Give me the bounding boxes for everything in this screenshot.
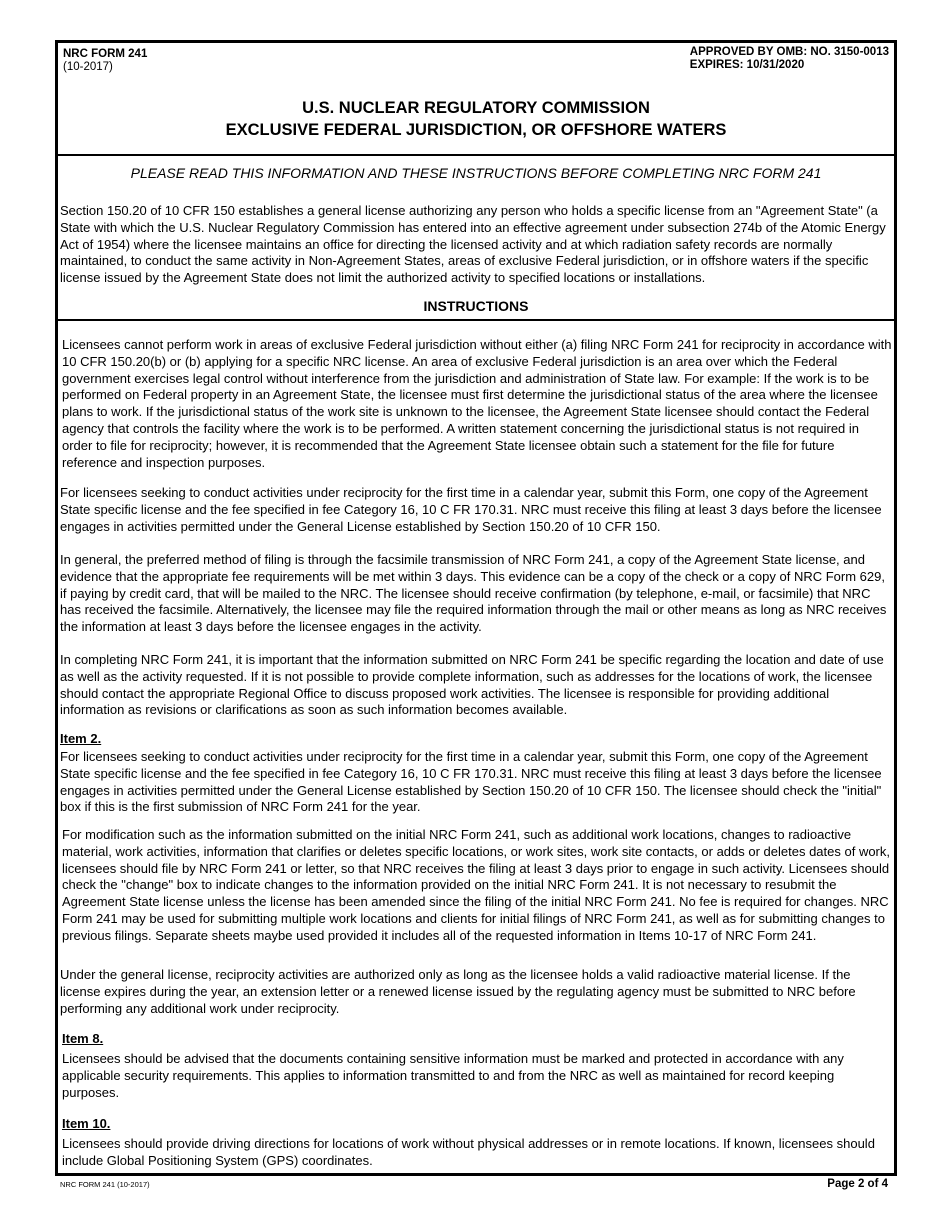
- form-frame: [55, 40, 897, 1176]
- item-10-label: Item 10.: [62, 1116, 111, 1131]
- instruction-paragraph-item-8: Licensees should be advised that the documents containing sensitive information must be marked and protected in accordance with any applicable security requirements. This applies to information transmitted to and from the NRC as well as maintained for record keeping purposes.: [62, 1051, 844, 1100]
- instruction-paragraph-item-10: Licensees should provide driving directions for locations of work without physical addresses or in remote locations. If known, licensees should include Global Positioning System (GPS) coordinates.: [62, 1136, 875, 1168]
- form-revision: (10-2017): [63, 61, 113, 73]
- intro-paragraph: Section 150.20 of 10 CFR 150 establishes a general license authorizing any person who holds a specific license from an "Agreement State" (a State with which the U.S. Nuclear Regulatory Commission has entered into an effective agreement under subsection 274b of the Atomic Energy Act of 1954) where the licensee maintains an office for directing the licensed activity and at which radiation safety records are normally maintained, to conduct the same activity in Non-Agreement States, areas of exclusive Federal jurisdiction, or in offshore waters if the specific license issued by the Agreement State does not limit the authorized activity to specified locations or installations.: [60, 203, 886, 286]
- instructions-heading: INSTRUCTIONS: [423, 298, 529, 314]
- form-header: [58, 43, 894, 156]
- page-number: Page 2 of 4: [827, 1178, 888, 1190]
- item-8-label: Item 8.: [62, 1031, 104, 1046]
- omb-block: [690, 46, 889, 72]
- agency-name: U.S. NUCLEAR REGULATORY COMMISSION: [302, 99, 650, 117]
- instructions-section: [58, 321, 894, 1173]
- expiration-date: EXPIRES: 10/31/2020: [689, 59, 805, 71]
- footer-form-ref: NRC FORM 241 (10-2017): [60, 1180, 150, 1189]
- omb-approval: APPROVED BY OMB: NO. 3150-0013: [689, 46, 889, 58]
- instruction-paragraph-general-license: Under the general license, reciprocity activities are authorized only as long as the licensee holds a valid radioactive material license. If the license expires during the year, an extension letter or a renewed license issued by the regulating agency must be submitted to NRC before performing any additional work under reciprocity.: [60, 967, 856, 1016]
- instruction-paragraph-filing-method: In general, the preferred method of filing is through the facsimile transmission of NRC Form 241, a copy of the Agreement State license, and evidence that the appropriate fee requirements will be met within 3 days. This evidence can be a copy of the check or a copy of NRC Form 629, if paying by credit card, that will be mailed to the NRC. The licensee should receive confirmation (by telephone, e-mail, or facsimile) that NRC has received the facsimile. Alternatively, the licensee may file the required information through the mail or other means as long as NRC receives the information at least 3 days before the licensee engages in the activity.: [60, 552, 887, 635]
- instruction-paragraph-item-2: For licensees seeking to conduct activities under reciprocity for the first time in a calendar year, submit this Form, one copy of the Agreement State specific license and the fee specified in fee Category 16, 10 C FR 170.31. NRC must receive this filing at least 3 days before the licensee engages in activities permitted under the General License established by Section 150.20 of 10 CFR 150. The licensee should check the "initial" box if this is the first submission of NRC Form 241 for the year.: [60, 749, 882, 815]
- instruction-paragraph-modification: For modification such as the information submitted on the initial NRC Form 241, such as additional work locations, changes to radioactive material, work activities, information that clarifies or deletes specific locations, or work sites, work site contacts, or adds or deletes dates of work, licensees should file by NRC Form 241 or letter, so that NRC receives the filing at least 3 days prior to engage in such activity. Licensees should check the "change" box to indicate changes to the information provided on the initial NRC Form 241. It is not necessary to resubmit the Agreement State license unless the license has been amended since the filing of the initial NRC Form 241. No fee is required for changes. NRC Form 241 may be used for submitting multiple work locations and clients for initial filings of NRC Form 241, as well as for submitting changes to previous filings. Separate sheets maybe used provided it includes all of the requested information in Items 10-17 of NRC Form 241.: [62, 827, 891, 943]
- form-id-block: [63, 48, 147, 74]
- item-2-label: Item 2.: [60, 731, 102, 746]
- form-title: [58, 97, 894, 141]
- please-read-notice: PLEASE READ THIS INFORMATION AND THESE INSTRUCTIONS BEFORE COMPLETING NRC FORM 241: [130, 165, 822, 181]
- intro-section: [58, 156, 894, 321]
- instruction-paragraph-jurisdiction: Licensees cannot perform work in areas of exclusive Federal jurisdiction without either (a) filing NRC Form 241 for reciprocity in accordance with 10 CFR 150.20(b) or (b) applying for a specific NRC license. An area of exclusive Federal jurisdiction is an area over which the Federal government exercises legal control without interference from the jurisdiction and administration of State law. For example: If the work is to be performed on Federal property in an Agreement State, the licensee must first determine the jurisdictional status of the area where the licensee plans to work. If the jurisdictional status of the work site is unknown to the licensee, the Agreement State licensee should contact the Federal agency that controls the facility where the work is to be performed. A written statement concerning the jurisdictional status is not required in order to file for reciprocity; however, it is recommended that the Agreement State licensee obtain such a statement for the file for future reference and inspection purposes.: [62, 337, 892, 470]
- form-id: NRC FORM 241: [63, 48, 148, 60]
- form-subject: EXCLUSIVE FEDERAL JURISDICTION, OR OFFSHORE WATERS: [225, 121, 727, 139]
- instruction-paragraph-completing: In completing NRC Form 241, it is important that the information submitted on NRC Form 241 be specific regarding the location and date of use as well as the activity requested. If it is not possible to provide complete information, such as addresses for the locations of work, the licensee should contact the appropriate Regional Office to discuss proposed work activities. The licensee is responsible for providing additional information as revisions or clarifications as soon as such information becomes available.: [60, 652, 884, 718]
- instruction-paragraph-first-filing: For licensees seeking to conduct activities under reciprocity for the first time in a calendar year, submit this Form, one copy of the Agreement State specific license and the fee specified in fee Category 16, 10 C FR 170.31. NRC must receive this filing at least 3 days before the licensee engages in activities permitted under the General License established by Section 150.20 of 10 CFR 150.: [60, 485, 882, 534]
